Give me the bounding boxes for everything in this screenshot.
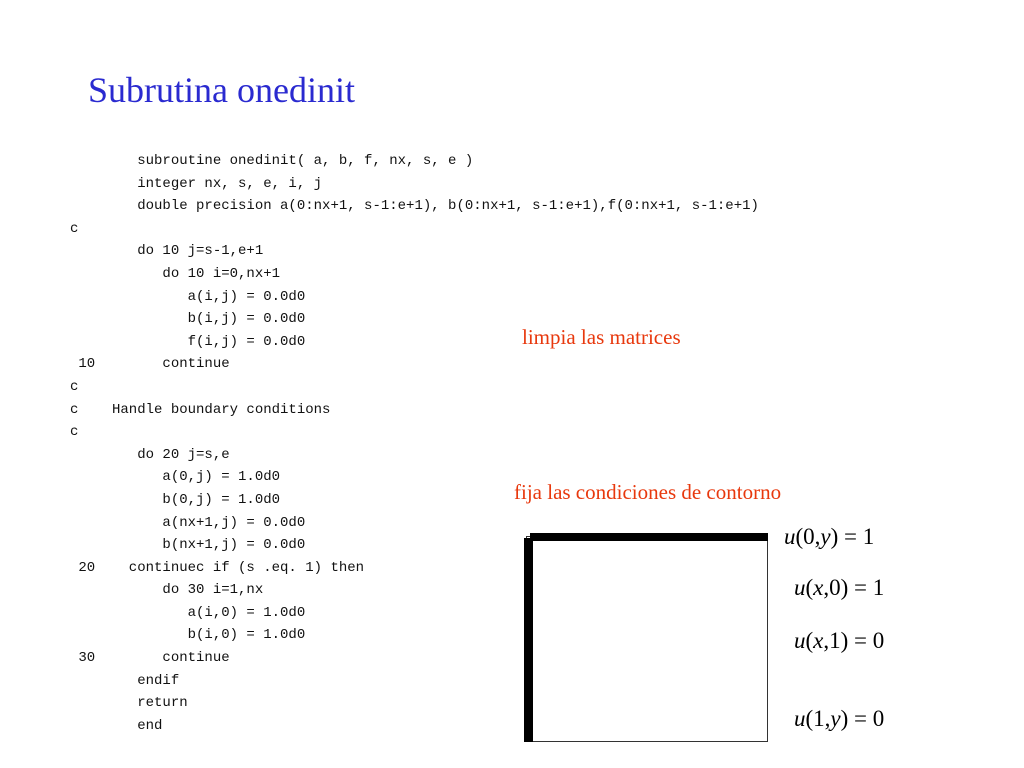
domain-edge-left [524, 538, 533, 742]
code-line: c [70, 220, 79, 237]
bc-label-bottom: u(1,y) = 0 [794, 706, 885, 731]
code-line: 30 continue [70, 650, 230, 667]
code-line: subroutine onedinit( a, b, f, nx, s, e ) [70, 153, 474, 169]
code-line: do 10 j=s-1,e+1 [70, 243, 264, 260]
code-line: do 10 i=0,nx+1 [70, 265, 281, 282]
code-line: c [70, 378, 79, 395]
bc-label-left: u(x,0) = 1 [794, 575, 885, 600]
code-line: endif [70, 672, 180, 689]
code-line: f(i,j) = 0.0d0 [70, 333, 306, 350]
annotation-clear-matrices: limpia las matrices [522, 325, 681, 349]
code-line: b(i,j) = 0.0d0 [70, 311, 306, 328]
bc-label-top: u(0,y) = 1 [784, 524, 875, 549]
code-line: do 30 i=1,nx [70, 582, 264, 599]
code-line: b(0,j) = 1.0d0 [70, 491, 281, 508]
code-line: do 20 j=s,e [70, 446, 230, 463]
code-line: return [70, 695, 188, 712]
code-line: 20 continuec if (s .eq. 1) then [70, 559, 365, 576]
code-line: a(i,0) = 1.0d0 [70, 604, 306, 621]
slide-title: Subrutina onedinit [88, 70, 355, 110]
code-line: c [70, 424, 79, 441]
code-line: end [70, 717, 163, 734]
code-line: 10 continue [70, 356, 230, 373]
code-line: b(nx+1,j) = 0.0d0 [70, 537, 306, 554]
annotation-boundary-conditions: fija las condiciones de contorno [514, 480, 782, 504]
code-line: double precision a(0:nx+1, s-1:e+1), b(0:nx+1, s-1:e+1),f(0:nx+1, s-1:e+1) [70, 198, 759, 215]
code-line: c Handle boundary conditions [70, 401, 331, 418]
code-line: b(i,0) = 1.0d0 [70, 627, 306, 644]
code-line: a(0,j) = 1.0d0 [70, 469, 281, 486]
code-line: a(i,j) = 0.0d0 [70, 288, 306, 305]
code-line: a(nx+1,j) = 0.0d0 [70, 514, 306, 531]
domain-square [526, 536, 768, 742]
code-line: integer nx, s, e, i, j [70, 175, 323, 192]
bc-label-right: u(x,1) = 0 [794, 628, 885, 653]
domain-edge-top [530, 533, 768, 541]
